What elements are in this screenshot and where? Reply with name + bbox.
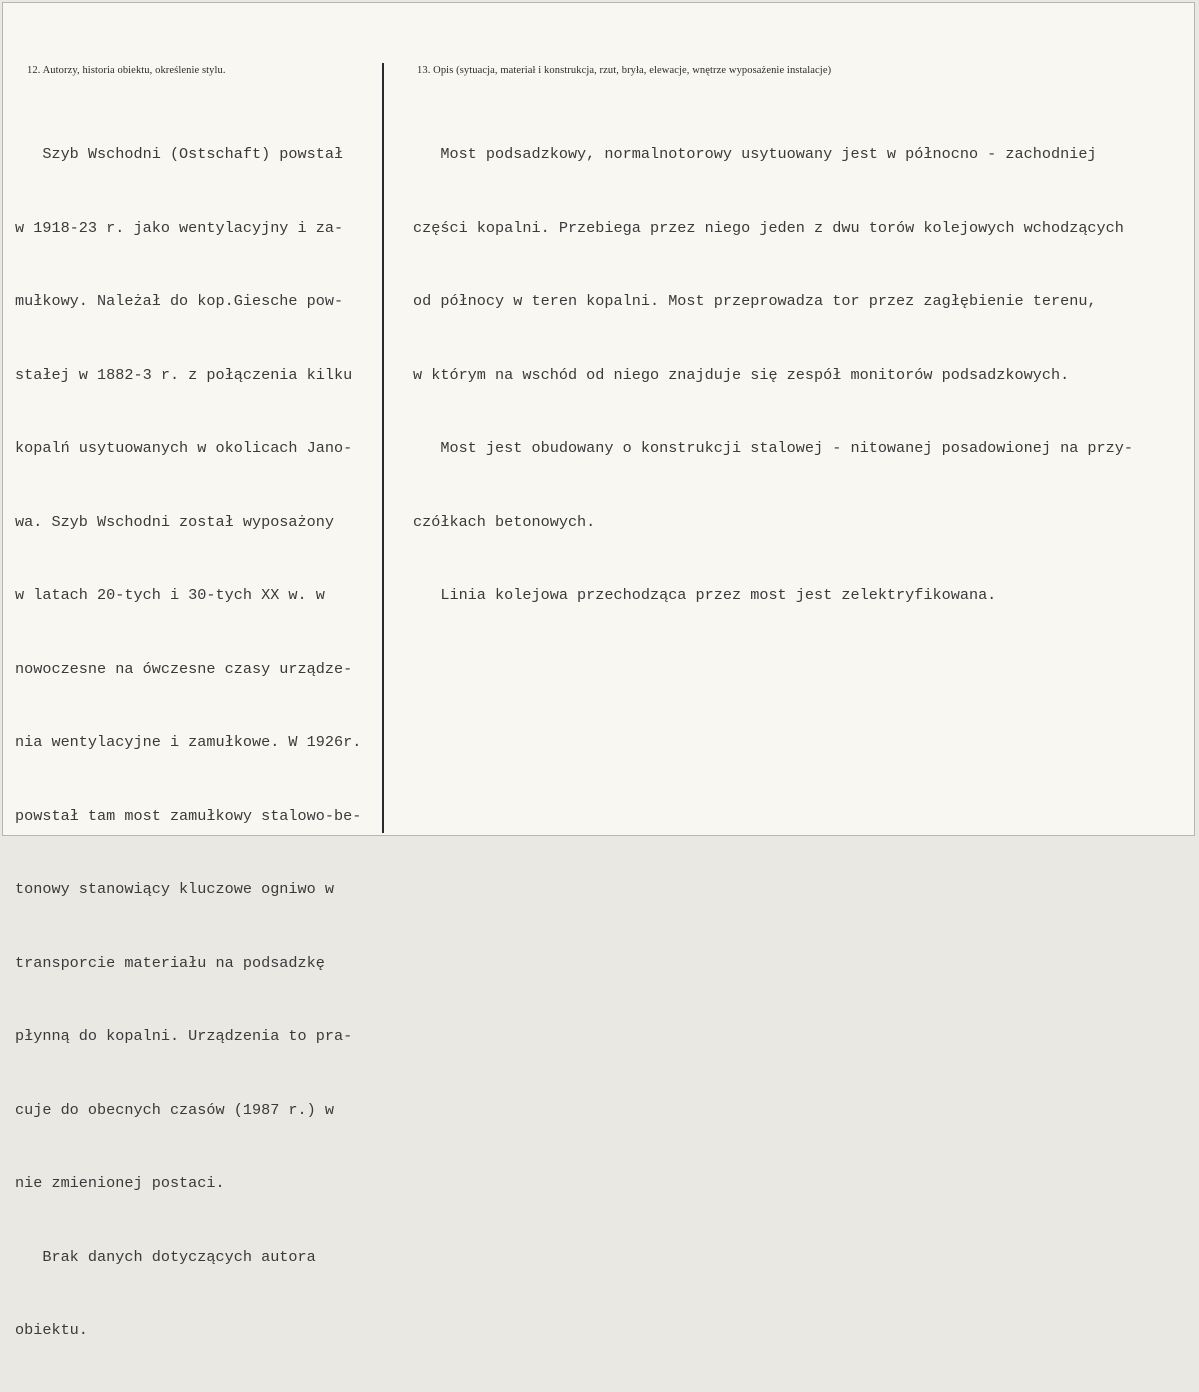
column-divider	[382, 63, 384, 833]
text-line: płynną do kopalni. Urządzenia to pra-	[15, 1027, 353, 1045]
description-text-block	[413, 93, 1133, 657]
text-line: wa. Szyb Wschodni został wyposażony	[15, 512, 334, 531]
text-line: Szyb Wschodni (Ostschaft) powstał	[15, 145, 344, 163]
history-text-block	[15, 93, 361, 1392]
text-line: mułkowy. Należał do kop.Giesche pow-	[15, 292, 344, 310]
text-line: stałej w 1882-3 r. z połączenia kilku	[15, 365, 353, 384]
text-line: tonowy stanowiący kluczowe ogniwo w	[15, 880, 334, 898]
text-line: od północy w teren kopalni. Most przeprowadza tor przez zagłębienie terenu,	[413, 292, 1097, 310]
text-line: w 1918-23 r. jako wentylacyjny i za-	[15, 218, 344, 237]
text-line: Linia kolejowa przechodząca przez most jest zelektryfikowana.	[413, 586, 997, 604]
text-line: Most jest obudowany o konstrukcji stalowej - nitowanej posadowionej na przy-	[413, 439, 1134, 457]
section-12-header: 12. Autorzy, historia obiektu, określenie stylu.	[27, 65, 226, 76]
text-line: w latach 20-tych i 30-tych XX w. w	[15, 586, 325, 604]
text-line: Most podsadzkowy, normalnotorowy usytuowany jest w północno - zachodniej	[413, 145, 1097, 163]
text-line: czółkach betonowych.	[413, 512, 596, 531]
text-line: obiektu.	[15, 1321, 88, 1339]
text-line: w którym na wschód od niego znajduje się zespół monitorów podsadzkowych.	[413, 365, 1070, 384]
text-line: nia wentylacyjne i zamułkowe. W 1926r.	[15, 733, 362, 751]
section-13-header: 13. Opis (sytuacja, materiał i konstrukcja, rzut, bryła, elewacje, wnętrze wyposażenie instalacje)	[417, 65, 832, 76]
text-line: cuje do obecnych czasów (1987 r.) w	[15, 1100, 334, 1119]
text-line: nowoczesne na ówczesne czasy urządze-	[15, 659, 353, 678]
inventory-card	[2, 2, 1195, 1339]
text-line: Brak danych dotyczących autora	[15, 1247, 316, 1266]
text-line: nie zmienionej postaci.	[15, 1174, 225, 1192]
text-line: kopalń usytuowanych w okolicach Jano-	[15, 439, 353, 457]
text-line: transporcie materiału na podsadzkę	[15, 953, 325, 972]
text-line: części kopalni. Przebiega przez niego jeden z dwu torów kolejowych wchodzących	[413, 218, 1124, 237]
text-line: powstał tam most zamułkowy stalowo-be-	[15, 806, 362, 825]
